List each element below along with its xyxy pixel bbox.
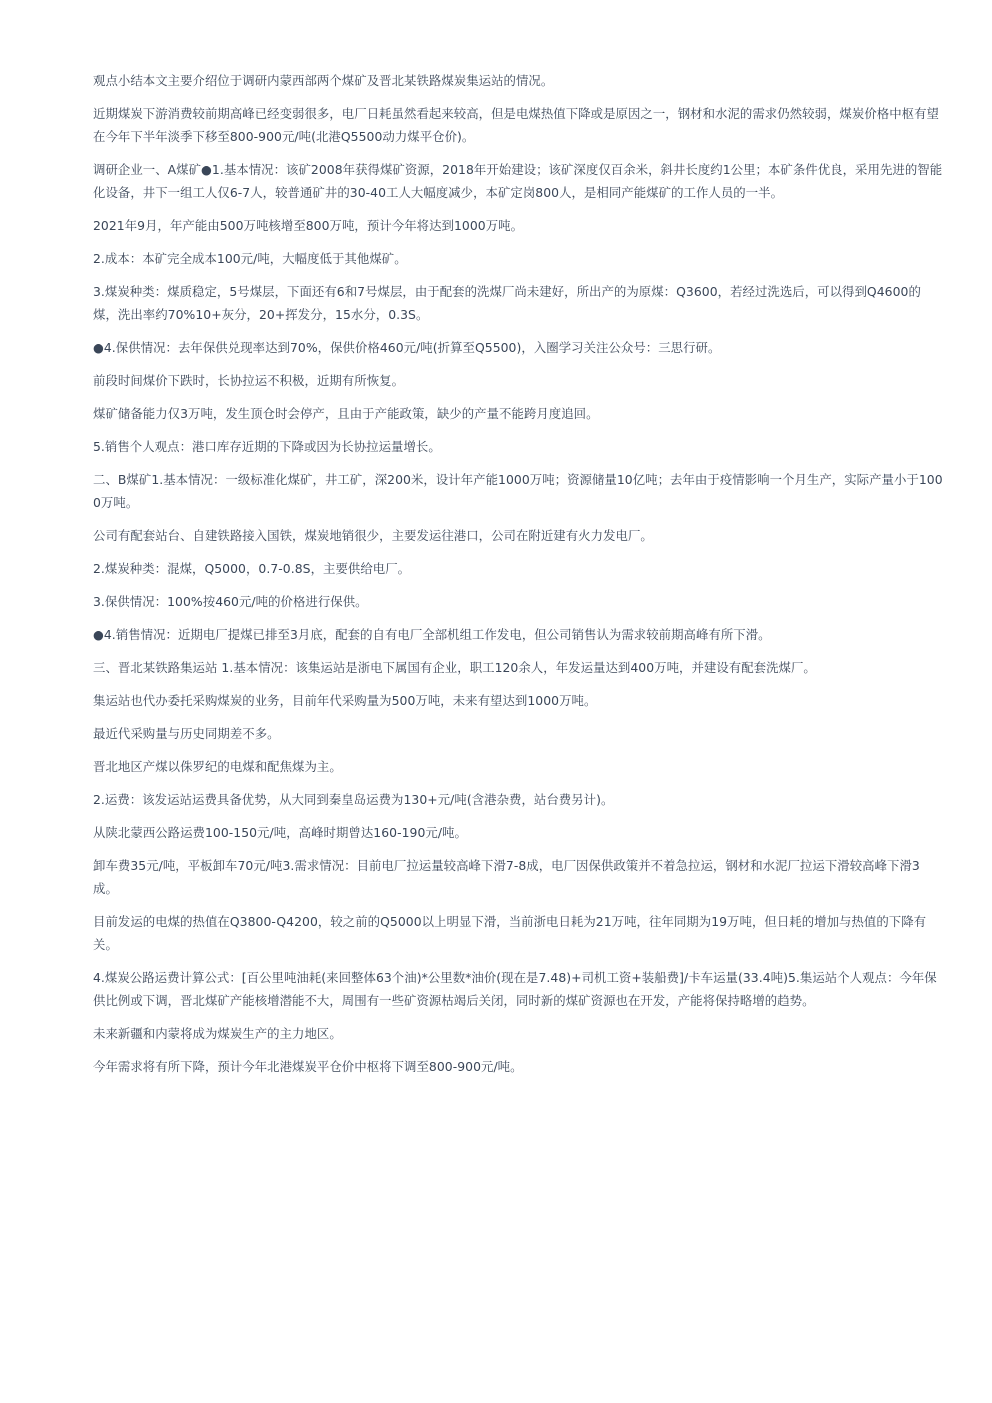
paragraph-mine-b-sales: ●4.销售情况：近期电厂提煤已排至3月底，配套的自有电厂全部机组工作发电，但公司销售认为需求较前期高峰有所下滑。 [93, 627, 771, 642]
paragraph-mine-b-basic: 二、B煤矿1.基本情况：一级标准化煤矿，井工矿，深200米，设计年产能1000万吨；资源储量10亿吨；去年由于疫情影响一个月生产，实际产量小于1000万吨。 [93, 472, 943, 510]
paragraph-mine-b-coal-type: 2.煤炭种类：混煤，Q5000，0.7-0.8S，主要供给电厂。 [93, 561, 411, 576]
paragraph-mine-a-capacity: 2021年9月，年产能由500万吨核增至800万吨，预计今年将达到1000万吨。 [93, 218, 524, 233]
paragraph-summary: 观点小结本文主要介绍位于调研内蒙西部两个煤矿及晋北某铁路煤炭集运站的情况。 [93, 73, 554, 88]
paragraph-downstream-demand: 近期煤炭下游消费较前期高峰已经变弱很多，电厂日耗虽然看起来较高，但是电煤热值下降或是原因之一，钢材和水泥的需求仍然较弱，煤炭价格中枢有望在今年下半年淡季下移至800-900元/吨(北港Q5500动力煤平仓价)。 [93, 106, 939, 144]
paragraph-freight-formula: 4.煤炭公路运费计算公式：[百公里吨油耗(来回整体63个油)*公里数*油价(现在是7.48)+司机工资+装船费]/卡车运量(33.4吨)5.集运站个人观点：今年保供比例或下调，晋北煤矿产能核增潜能不大，周围有一些矿资源枯竭后关闭，同时新的煤矿资源也在开发，产能将保持略增的趋势。 [93, 970, 937, 1008]
paragraph-mine-a-cost: 2.成本：本矿完全成本100元/吨，大幅度低于其他煤矿。 [93, 251, 407, 266]
paragraph-station-recent-volume: 最近代采购量与历史同期差不多。 [93, 726, 280, 741]
paragraph-station-procurement: 集运站也代办委托采购煤炭的业务，目前年代采购量为500万吨，未来有望达到1000万吨。 [93, 693, 597, 708]
paragraph-station-coal-origin: 晋北地区产煤以侏罗纪的电煤和配焦煤为主。 [93, 759, 342, 774]
paragraph-station-freight: 2.运费：该发运站运费具备优势，从大同到秦皇岛运费为130+元/吨(含港杂费，站台费另计)。 [93, 792, 614, 807]
paragraph-future-regions: 未来新疆和内蒙将成为煤炭生产的主力地区。 [93, 1026, 342, 1041]
paragraph-mine-a-sales-view: 5.销售个人观点：港口库存近期的下降或因为长协拉运量增长。 [93, 439, 441, 454]
paragraph-mine-a-supply: ●4.保供情况：去年保供兑现率达到70%，保供价格460元/吨(折算至Q5500)，入圈学习关注公众号：三思行研。 [93, 340, 721, 355]
paragraph-unloading-demand: 卸车费35元/吨，平板卸车70元/吨3.需求情况：目前电厂拉运量较高峰下滑7-8成，电厂因保供政策并不着急拉运，钢材和水泥厂拉运下滑较高峰下滑3成。 [93, 858, 920, 896]
paragraph-station-basic: 三、晋北某铁路集运站 1.基本情况：该集运站是浙电下属国有企业，职工120余人，年发运量达到400万吨，并建设有配套洗煤厂。 [93, 660, 816, 675]
paragraph-mine-b-facilities: 公司有配套站台、自建铁路接入国铁，煤炭地销很少，主要发运往港口，公司在附近建有火力发电厂。 [93, 528, 653, 543]
paragraph-road-freight: 从陕北蒙西公路运费100-150元/吨，高峰时期曾达160-190元/吨。 [93, 825, 467, 840]
paragraph-mine-a-coal-type: 3.煤炭种类：煤质稳定，5号煤层，下面还有6和7号煤层，由于配套的洗煤厂尚未建好，所出产的为原煤：Q3600，若经过洗选后，可以得到Q4600的煤，洗出率约70%10+灰分，20+挥发分，15水分，0.3S。 [93, 284, 921, 322]
paragraph-price-outlook: 今年需求将有所下降，预计今年北港煤炭平仓价中枢将下调至800-900元/吨。 [93, 1059, 523, 1074]
paragraph-mine-a-basic: 调研企业一、A煤矿●1.基本情况：该矿2008年获得煤矿资源，2018年开始建设；该矿深度仅百余米，斜井长度约1公里；本矿条件优良，采用先进的智能化设备，井下一组工人仅6-7人，较普通矿井的30-40工人大幅度减少，本矿定岗800人，是相同产能煤矿的工作人员的一半。 [93, 162, 943, 200]
paragraph-mine-b-supply: 3.保供情况：100%按460元/吨的价格进行保供。 [93, 594, 368, 609]
document-body [93, 69, 943, 1088]
paragraph-mine-a-storage: 煤矿储备能力仅3万吨，发生顶仓时会停产，且由于产能政策，缺少的产量不能跨月度追回。 [93, 406, 599, 421]
paragraph-heat-value: 目前发运的电煤的热值在Q3800-Q4200，较之前的Q5000以上明显下滑，当前浙电日耗为21万吨，往年同期为19万吨，但日耗的增加与热值的下降有关。 [93, 914, 927, 952]
paragraph-mine-a-transport: 前段时间煤价下跌时，长协拉运不积极，近期有所恢复。 [93, 373, 405, 388]
